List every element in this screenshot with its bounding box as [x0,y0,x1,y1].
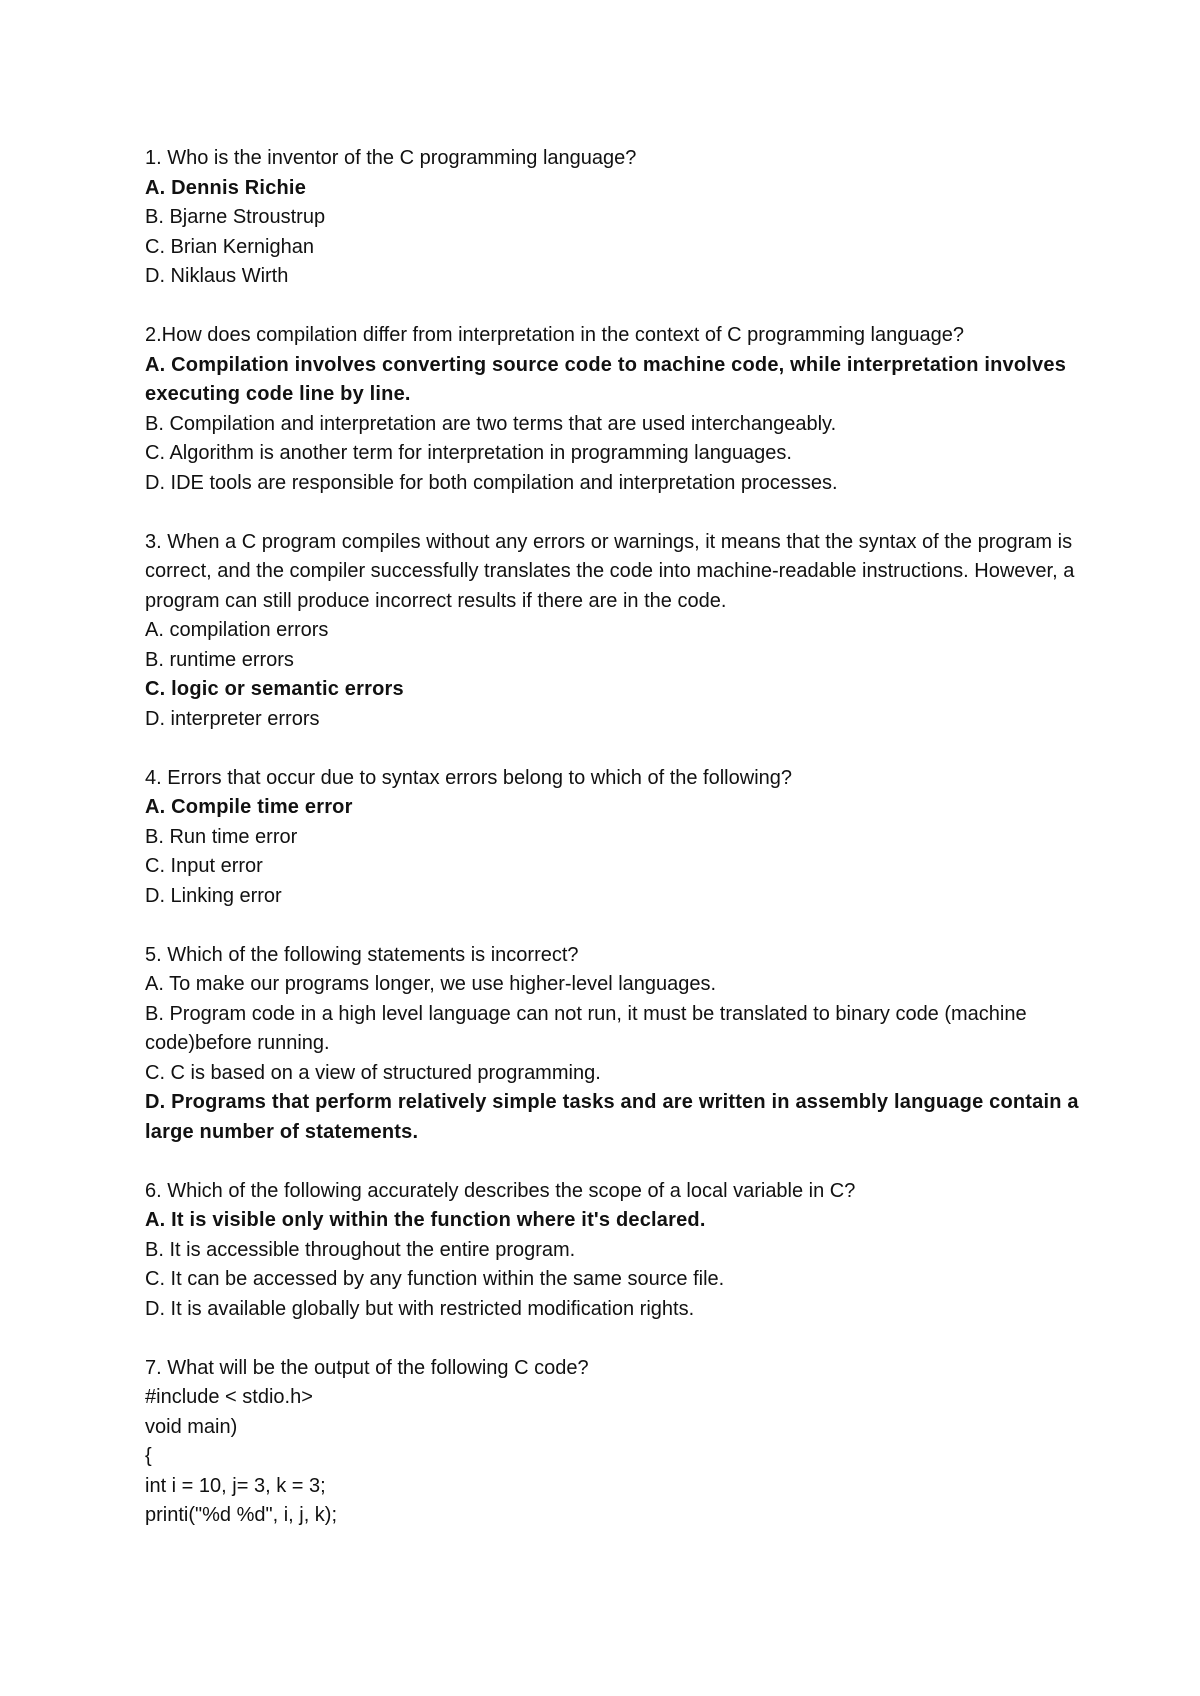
question-1-option-d: D. Niklaus Wirth [145,265,289,287]
question-2-option-d: D. IDE tools are responsible for both compilation and interpretation processes. [145,471,838,494]
question-4-option-d: D. Linking error [145,884,282,907]
question-5-text: 5. Which of the following statements is incorrect? [145,943,579,966]
question-3-option-d: D. interpreter errors [145,707,320,730]
question-1-text: 1. Who is the inventor of the C programming language? [145,147,637,169]
question-4-option-b: B. Run time error [145,825,298,848]
question-3 [145,528,1095,735]
question-2-text: 2.How does compilation differ from interpretation in the context of C programming language? [145,324,964,346]
question-6-option-a: A. It is visible only within the function where it's declared. [145,1209,706,1231]
question-4-text: 4. Errors that occur due to syntax errors belong to which of the following? [145,766,793,789]
question-6-option-c: C. It can be accessed by any function within the same source file. [145,1268,725,1290]
code-line: void main) [145,1415,238,1438]
question-2 [145,321,1095,498]
code-line: #include < stdio.h> [145,1386,313,1408]
question-5-option-d: D. Programs that perform relatively simple tasks and are written in assembly language contain a large number of statements. [145,1091,1079,1143]
question-1-option-a: A. Dennis Richie [145,176,307,199]
quiz-document [145,144,1095,1560]
code-line: { [145,1445,152,1467]
question-3-option-b: B. runtime errors [145,648,294,671]
question-7 [145,1354,1095,1531]
code-line: int i = 10, j= 3, k = 3; [145,1474,326,1497]
question-4-option-c: C. Input error [145,855,263,877]
question-6 [145,1177,1095,1325]
question-1-option-b: B. Bjarne Stroustrup [145,206,326,228]
question-1 [145,144,1095,292]
question-3-option-c: C. logic or semantic errors [145,678,404,700]
question-2-option-a: A. Compilation involves converting source code to machine code, while interpretation involves executing code line by line. [145,353,1067,405]
question-6-text: 6. Which of the following accurately describes the scope of a local variable in C? [145,1179,856,1202]
question-7-text: 7. What will be the output of the following C code? [145,1356,589,1379]
question-4 [145,764,1095,912]
question-3-option-a: A. compilation errors [145,619,329,641]
question-5-option-c: C. C is based on a view of structured programming. [145,1061,601,1084]
question-3-text: 3. When a C program compiles without any errors or warnings, it means that the syntax of the program is correct, and the compiler successfully translates the code into machine-readable instructions. However, a program can still produce incorrect results if there are in the code. [145,530,1075,612]
question-1-option-c: C. Brian Kernighan [145,235,314,258]
question-5-option-a: A. To make our programs longer, we use higher-level languages. [145,973,717,995]
question-2-option-b: B. Compilation and interpretation are two terms that are used interchangeably. [145,412,837,435]
question-4-option-a: A. Compile time error [145,796,353,818]
question-6-option-d: D. It is available globally but with restricted modification rights. [145,1297,695,1320]
code-line: printi("%d %d", i, j, k); [145,1504,338,1526]
question-5-option-b: B. Program code in a high level language can not run, it must be translated to binary code (machine code)before running. [145,1002,1027,1054]
question-6-option-b: B. It is accessible throughout the entire program. [145,1238,576,1261]
question-2-option-c: C. Algorithm is another term for interpretation in programming languages. [145,442,792,464]
question-5 [145,941,1095,1148]
